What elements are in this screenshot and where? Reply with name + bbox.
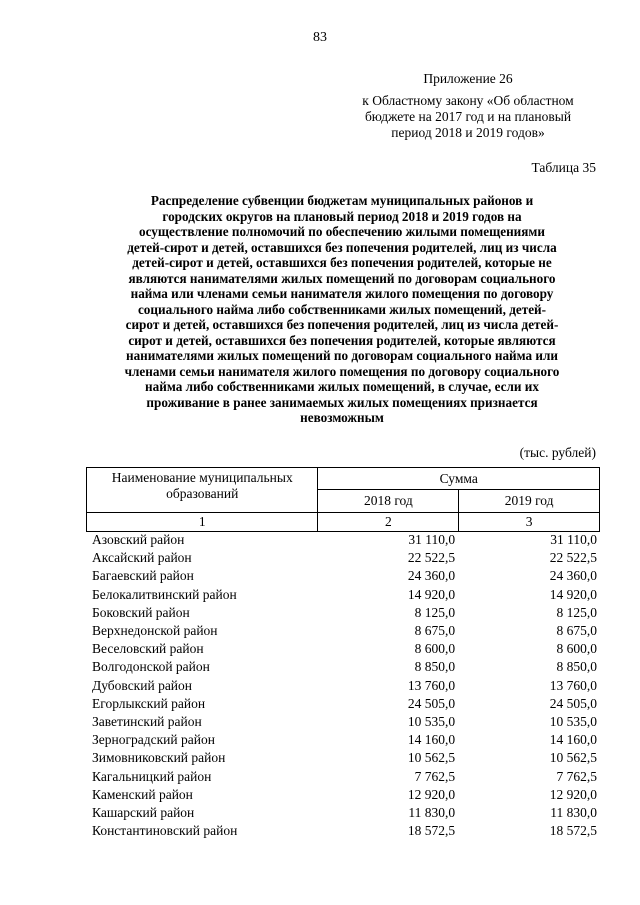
value-2018: 22 522,5	[407, 550, 456, 566]
title-line: сирот и детей, оставшихся без попечения родителей, которые являются	[128, 332, 556, 348]
value-2018: 8 600,0	[414, 641, 456, 657]
value-2019: 7 762,5	[556, 768, 597, 784]
district-name: Веселовский район	[92, 641, 204, 657]
district-name: Азовский район	[92, 532, 185, 547]
table-row	[86, 768, 600, 786]
district-name: Егорлыкский район	[92, 695, 206, 711]
table-header	[86, 467, 600, 532]
value-2018: 14 160,0	[407, 732, 456, 748]
data-table	[86, 531, 600, 840]
value-2018: 13 760,0	[407, 677, 456, 693]
value-2019: 24 505,0	[549, 695, 597, 711]
title-line: социального найма либо собственниками жилых помещений, детей-	[137, 301, 547, 317]
table-label: Таблица 35	[531, 160, 596, 175]
district-name: Аксайский район	[92, 550, 192, 566]
value-2018: 11 830,0	[408, 805, 456, 821]
header-name: Наименование муниципальных образований	[87, 468, 318, 513]
value-2019: 12 920,0	[549, 786, 597, 802]
district-name: Боковский район	[92, 604, 190, 620]
district-name: Каменский район	[92, 786, 193, 802]
appendix-ref-line: период 2018 и 2019 годов»	[391, 125, 545, 140]
title-line: являются нанимателями жилых помещений по договорам социального	[128, 270, 556, 286]
title-line: Распределение субвенции бюджетам муниципальных районов и	[150, 193, 534, 208]
value-2018: 8 675,0	[414, 623, 456, 639]
value-2019: 22 522,5	[549, 550, 597, 566]
title-line: сирот и детей, оставшихся без попечения родителей, лиц из числа детей-	[125, 317, 559, 332]
title-line: членами семьи нанимателя жилого помещения по договору социального	[124, 363, 560, 379]
table-row	[86, 713, 600, 731]
value-2019: 8 600,0	[556, 641, 597, 657]
column-number: 1	[87, 513, 318, 532]
appendix-title: Приложение 26	[423, 71, 513, 86]
units-label: (тыс. рублей)	[519, 445, 596, 460]
page-number: 83	[313, 30, 327, 45]
column-number: 2	[318, 513, 459, 532]
value-2018: 18 572,5	[407, 823, 456, 839]
value-2019: 11 830,0	[550, 805, 597, 821]
value-2018: 12 920,0	[407, 786, 456, 802]
table-row	[86, 640, 600, 658]
value-2018: 8 125,0	[414, 604, 456, 620]
value-2019: 24 360,0	[549, 568, 597, 584]
appendix-ref-line: к Областному закону «Об областном	[362, 93, 574, 108]
appendix-ref-line: бюджете на 2017 год и на плановый	[364, 109, 572, 124]
table-row	[86, 622, 600, 640]
value-2019: 8 675,0	[556, 623, 597, 639]
district-name: Зимовниковский район	[92, 750, 226, 766]
value-2019: 14 160,0	[549, 732, 597, 748]
district-name: Белокалитвинский район	[92, 586, 237, 602]
table-row	[86, 695, 600, 713]
district-name: Верхнедонской район	[92, 623, 218, 639]
value-2019: 10 562,5	[549, 750, 597, 766]
value-2019: 10 535,0	[549, 714, 597, 730]
title-line: найма либо собственниками жилых помещений, в случае, если их	[145, 379, 539, 394]
value-2019: 13 760,0	[549, 677, 597, 693]
value-2018: 24 360,0	[407, 568, 456, 584]
header-year-2019: 2019 год	[459, 490, 600, 513]
table-row	[86, 786, 600, 804]
table-row	[86, 531, 600, 549]
table-row	[86, 749, 600, 767]
column-number: 3	[459, 513, 600, 532]
district-name: Волгодонской район	[92, 659, 210, 675]
table-row	[86, 677, 600, 695]
table-row	[86, 549, 600, 567]
title-line: детей-сирот и детей, оставшихся без попечения родителей, которые не	[132, 255, 552, 270]
title-line: осуществление полномочий по обеспечению жилыми помещениями	[138, 224, 545, 239]
title-line: найма или членами семьи нанимателя жилого помещения по договору	[130, 286, 554, 301]
value-2019: 31 110,0	[550, 532, 597, 547]
table-row	[86, 567, 600, 585]
header-sum: Сумма	[318, 468, 600, 490]
title-line: проживание в ранее занимаемых жилых помещениях признается	[146, 394, 538, 410]
value-2019: 8 850,0	[556, 659, 597, 675]
district-name: Константиновский район	[92, 823, 238, 839]
value-2018: 10 535,0	[407, 714, 456, 730]
value-2018: 14 920,0	[407, 586, 456, 602]
table-row	[86, 822, 600, 840]
value-2019: 14 920,0	[549, 586, 597, 602]
header-year-2018: 2018 год	[318, 490, 459, 513]
value-2018: 31 110,0	[408, 532, 456, 547]
district-name: Дубовский район	[92, 677, 193, 693]
district-name: Кагальницкий район	[92, 768, 212, 784]
document-title	[86, 193, 598, 426]
district-name: Багаевский район	[92, 568, 194, 584]
table-row	[86, 586, 600, 604]
value-2019: 18 572,5	[549, 823, 597, 839]
title-line: детей-сирот и детей, оставшихся без попечения родителей, лиц из числа	[127, 239, 557, 255]
table-row	[86, 731, 600, 749]
table-row	[86, 604, 600, 622]
title-line: нанимателями жилых помещений по договорам социального найма или	[125, 348, 559, 363]
appendix-block	[340, 71, 596, 141]
title-line: невозможным	[300, 410, 384, 425]
district-name: Зерноградский район	[92, 732, 215, 748]
value-2019: 8 125,0	[556, 604, 597, 620]
table-row	[86, 658, 600, 676]
table-row	[86, 804, 600, 822]
value-2018: 24 505,0	[407, 695, 456, 711]
value-2018: 7 762,5	[414, 768, 456, 784]
district-name: Кашарский район	[92, 805, 195, 821]
district-name: Заветинский район	[92, 714, 202, 730]
title-line: городских округов на плановый период 2018 и 2019 годов на	[162, 208, 522, 224]
value-2018: 10 562,5	[407, 750, 456, 766]
value-2018: 8 850,0	[414, 659, 456, 675]
